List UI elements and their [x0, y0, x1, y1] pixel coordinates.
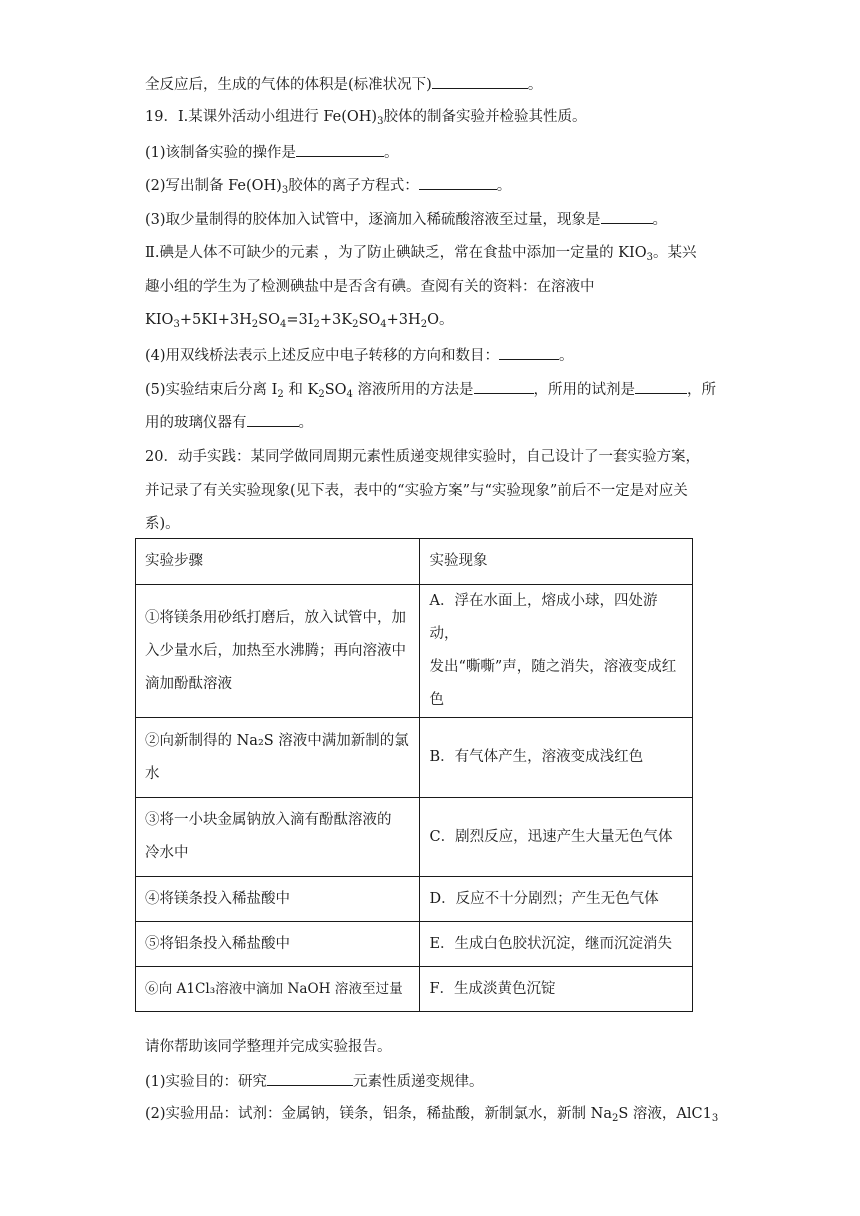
text-line: (5)实验结束后分离 $I_2$ 和 $K_2SO_4$ 溶液所用的方法是 ，所用的试剂是 ，所 [145, 379, 716, 400]
table-cell-result: D．反应不十分剧烈；产生无色气体 [420, 877, 693, 922]
table-cell-result: A．浮在水面上，熔成小球，四处游动， 发出“嘶嘶”声，随之消失，溶液变成红 色 [420, 585, 693, 718]
question-20-title: 20．动手实践：某同学做同周期元素性质递变规律实验时，自己设计了一套实验方案， [145, 449, 700, 465]
text-line: 请你帮助该同学整理并完成实验报告。 [145, 1039, 392, 1055]
table-row [136, 922, 693, 967]
table-cell-step: ②向新制得的 Na₂S 溶液中满加新制的氯 水 [136, 718, 420, 798]
answer-blank [499, 345, 559, 360]
table-header-row [136, 539, 693, 585]
answer-blank [419, 175, 497, 190]
text-line: Ⅱ.碘是人体不可缺少的元素 ，为了防止碘缺乏，常在食盐中添加一定量的 $KIO_3$。某兴 [145, 245, 697, 263]
answer-blank [296, 142, 384, 157]
table-cell-step: ⑤将铝条投入稀盐酸中 [136, 922, 420, 967]
answer-blank [635, 379, 687, 394]
table-header-cell: 实验步骤 [136, 539, 420, 585]
table-cell-result: B．有气体产生，溶液变成浅红色 [420, 718, 693, 798]
table-header-cell: 实验现象 [420, 539, 693, 585]
text-line: (4)用双线桥法表示上述反应中电子转移的方向和数目： 。 [145, 345, 574, 366]
text-line: 并记录了有关实验现象(见下表，表中的“实验方案”与“实验现象”前后不一定是对应关 [145, 483, 688, 499]
answer-blank [247, 412, 299, 427]
table-cell-step: ④将镁条投入稀盐酸中 [136, 877, 420, 922]
table-row [136, 718, 693, 798]
table-cell-step: ③将一小块金属钠放入滴有酚酞溶液的 冷水中 [136, 798, 420, 877]
answer-blank [267, 1071, 353, 1086]
text-line: (3)取少量制得的胶体加入试管中，逐滴加入稀硫酸溶液至过量，现象是 。 [145, 209, 667, 230]
text-line: (2)实验用品：试剂：金属钠，镁条，铝条，稀盐酸，新制氯水，新制 $Na_2S$ 溶液，$AlC1_3$ [145, 1106, 719, 1124]
question-19-title: 19．I.某课外活动小组进行 $Fe(OH)_3$胶体的制备实验并检验其性质。 [145, 109, 587, 127]
table-row [136, 798, 693, 877]
table-cell-result: E．生成白色胶状沉淀，继而沉淀消失 [420, 922, 693, 967]
table-cell-step: ⑥向 A1Cl₃溶液中滴加 NaOH 溶液至过量 [136, 967, 420, 1012]
answer-blank [474, 379, 534, 394]
text-line: (1)实验目的：研究 元素性质递变规律。 [145, 1071, 484, 1092]
text-line: (1)该制备实验的操作是 。 [145, 142, 399, 163]
text-line: 用的玻璃仪器有 。 [145, 412, 313, 433]
chemical-equation: $KIO_3+5KI+3H_2SO_4=3I_2+3K_2SO_4+3H_2O$。 [145, 312, 454, 330]
text-line: 趣小组的学生为了检测碘盐中是否含有碘。查阅有关的资料：在溶液中 [145, 279, 595, 295]
table-row [136, 585, 693, 718]
answer-blank [601, 209, 653, 224]
table-cell-step: ①将镁条用砂纸打磨后，放入试管中，加 入少量水后，加热至水沸腾；再向溶液中 滴加酚酞溶液 [136, 585, 420, 718]
text-line: 全反应后，生成的气体的体积是(标准状况下) 。 [145, 74, 542, 95]
table-row [136, 877, 693, 922]
table-row [136, 967, 693, 1012]
experiment-table [135, 538, 693, 1012]
text-line: (2)写出制备 $Fe(OH)_3$胶体的离子方程式： 。 [145, 175, 511, 196]
table-cell-result: F．生成淡黄色沉锭 [420, 967, 693, 1012]
answer-blank [432, 74, 528, 89]
text-line: 系)。 [145, 516, 180, 532]
table-cell-result: C．剧烈反应，迅速产生大量无色气体 [420, 798, 693, 877]
